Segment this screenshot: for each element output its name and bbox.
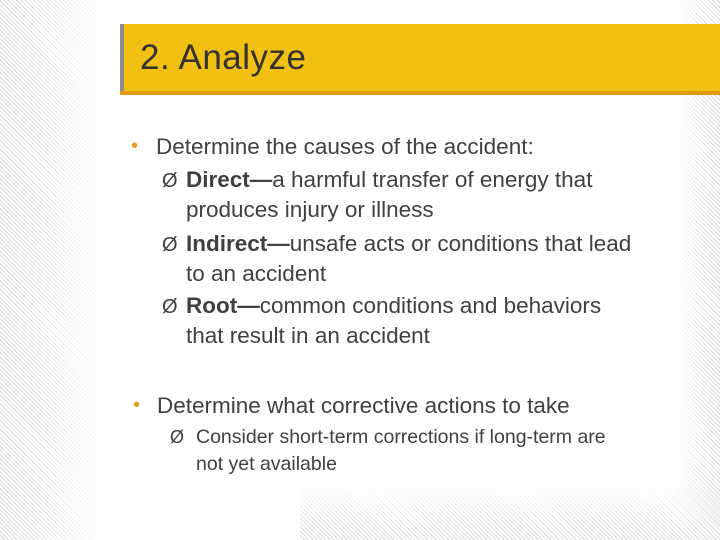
arrow-bullet-icon: Ø [162, 170, 178, 192]
sub-bullet-corrections-cont: not yet available [196, 453, 337, 475]
sub-bullet-root-cont: that result in an accident [186, 323, 430, 348]
sub-bullet-direct-term: Direct— [186, 167, 273, 192]
bullet-2-text: Determine what corrective actions to take [157, 393, 570, 418]
sub-bullet-direct-desc: a harmful transfer of energy that [272, 167, 593, 192]
arrow-bullet-icon: Ø [162, 296, 178, 318]
sub-bullet-corrections: Consider short-term corrections if long-term are [196, 426, 606, 448]
sub-bullet-indirect-desc: unsafe acts or conditions that lead [289, 231, 632, 256]
sub-bullet-direct [186, 167, 592, 193]
sub-bullet-indirect [186, 231, 631, 257]
arrow-bullet-icon: Ø [162, 234, 178, 256]
bullet-1-text: Determine the causes of the accident: [156, 134, 534, 159]
sub-bullet-direct-cont: produces injury or illness [186, 197, 434, 222]
sub-bullet-root [186, 293, 601, 319]
sub-bullet-root-desc: common conditions and behaviors [259, 293, 602, 318]
bullet-dot-1: • [131, 135, 139, 157]
sub-bullet-indirect-term: Indirect— [186, 231, 290, 256]
slide-title: 2. Analyze [140, 38, 307, 77]
sub-bullet-indirect-cont: to an accident [186, 261, 327, 286]
arrow-bullet-icon: Ø [170, 427, 185, 447]
bullet-dot-2: • [133, 394, 141, 416]
sub-bullet-root-term: Root— [186, 293, 260, 318]
